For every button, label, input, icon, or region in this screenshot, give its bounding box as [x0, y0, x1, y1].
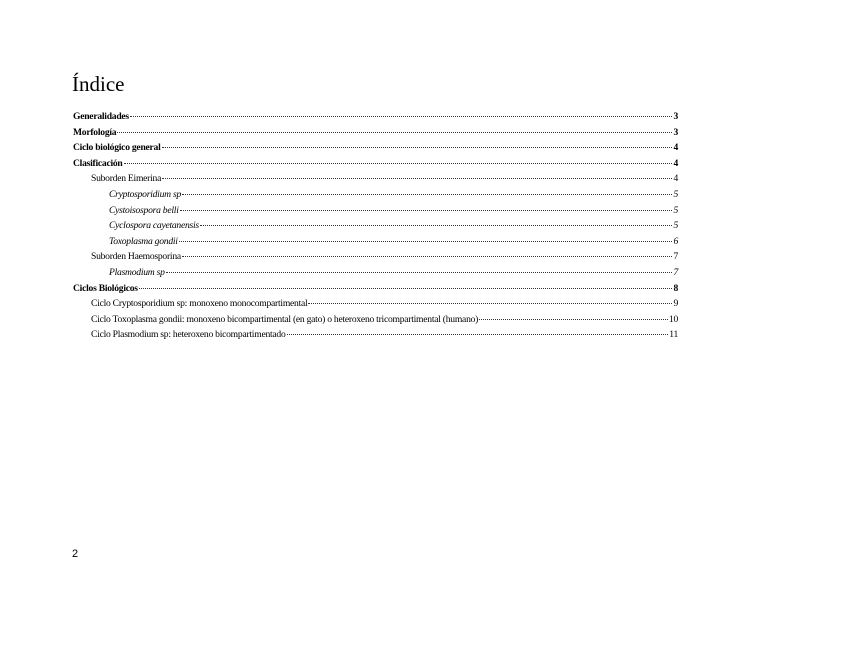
toc-entry-page: 4	[673, 157, 678, 169]
toc-dot-leader	[308, 303, 672, 304]
toc-entry-page: 3	[673, 126, 678, 138]
toc-dot-leader	[124, 163, 673, 164]
toc-entry[interactable]	[73, 125, 678, 141]
toc-entry[interactable]	[73, 140, 678, 156]
toc-entry[interactable]	[73, 156, 678, 172]
toc-dot-leader	[179, 241, 673, 242]
toc-entry-page: 10	[668, 313, 678, 325]
toc-entry-page: 8	[673, 282, 678, 294]
toc-entry-page: 6	[673, 235, 678, 247]
toc-entry[interactable]	[73, 327, 678, 343]
toc-dot-leader	[200, 225, 673, 226]
toc-entry-page: 4	[673, 142, 678, 154]
toc-entry-label: Morfología	[73, 126, 117, 138]
toc-entry-page: 9	[673, 298, 678, 310]
toc-dot-leader	[479, 319, 668, 320]
toc-entry-label: Cystoisospora belli	[109, 204, 179, 216]
toc-entry-page: 7	[673, 266, 678, 278]
toc-entry[interactable]	[73, 281, 678, 297]
toc-dot-leader	[162, 147, 673, 148]
toc-entry-page: 11	[669, 329, 678, 341]
toc-entry-label: Toxoplasma gondii	[109, 235, 178, 247]
toc-entry[interactable]	[73, 249, 678, 265]
toc-dot-leader	[180, 210, 673, 211]
toc-entry-page: 4	[673, 173, 678, 185]
toc-dot-leader	[182, 256, 673, 257]
table-of-contents	[73, 109, 678, 343]
page-number: 2	[72, 548, 79, 560]
toc-entry-label: Ciclos Biológicos	[73, 282, 138, 294]
toc-entry-page: 3	[673, 111, 678, 122]
toc-entry[interactable]	[73, 296, 678, 312]
toc-entry-page: 5	[673, 188, 678, 200]
toc-entry-label: Suborden Eimerina	[91, 173, 162, 185]
page-title: Índice	[72, 72, 125, 96]
toc-entry[interactable]	[73, 265, 678, 281]
toc-entry-label: Clasificación	[73, 157, 123, 169]
toc-dot-leader	[166, 272, 673, 273]
toc-entry-page: 5	[673, 204, 678, 216]
toc-entry-label: Plasmodium sp	[109, 266, 165, 278]
toc-dot-leader	[130, 116, 673, 117]
toc-entry-label: Ciclo Toxoplasma gondii: monoxeno bicompartimental (en gato) o heteroxeno tricompartimental (humano)	[91, 313, 479, 325]
toc-entry[interactable]	[73, 171, 678, 187]
toc-dot-leader	[287, 334, 669, 335]
toc-entry[interactable]	[73, 218, 678, 234]
toc-entry-page: 7	[673, 251, 678, 263]
toc-dot-leader	[117, 132, 672, 133]
toc-entry-label: Ciclo biológico general	[73, 142, 161, 154]
toc-entry[interactable]	[73, 187, 678, 203]
toc-entry[interactable]	[73, 109, 678, 125]
toc-dot-leader	[162, 178, 672, 179]
toc-entry[interactable]	[73, 203, 678, 219]
toc-entry[interactable]	[73, 312, 678, 328]
toc-entry[interactable]	[73, 234, 678, 250]
toc-dot-leader	[182, 194, 672, 195]
toc-entry-label: Ciclo Plasmodium sp: heteroxeno bicompartimentado	[91, 329, 286, 341]
toc-entry-label: Suborden Haemosporina	[91, 251, 181, 263]
toc-dot-leader	[139, 288, 673, 289]
toc-entry-page: 5	[673, 220, 678, 232]
toc-entry-label: Ciclo Cryptosporidium sp: monoxeno monocompartimental	[91, 298, 308, 310]
toc-entry-label: Cyclospora cayetanensis	[109, 220, 199, 232]
toc-entry-label: Generalidades	[73, 111, 129, 122]
toc-entry-label: Cryptosporidium sp	[109, 188, 181, 200]
